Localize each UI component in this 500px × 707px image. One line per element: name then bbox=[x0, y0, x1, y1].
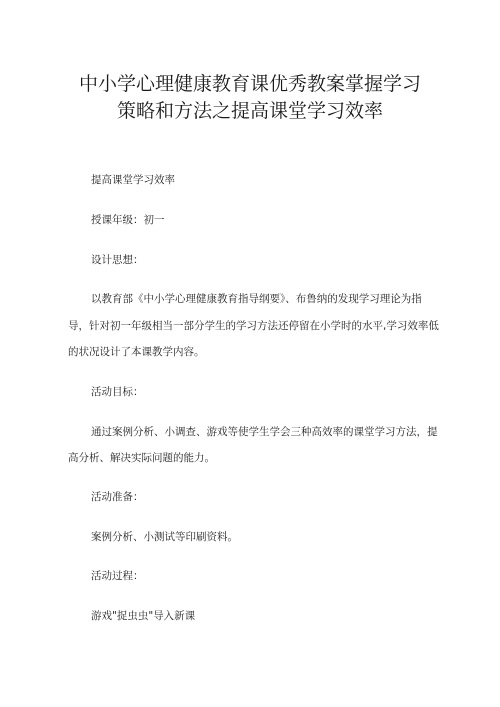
goal-heading: 活动目标： bbox=[91, 386, 144, 398]
design-heading: 设计思想： bbox=[91, 254, 144, 266]
document-title-line-1: 中小学心理健康教育课优秀教案掌握学习 bbox=[78, 73, 421, 95]
prep-text: 案例分析、小测试等印刷资料。 bbox=[91, 531, 238, 543]
prep-heading: 活动准备： bbox=[91, 491, 144, 503]
grade-line: 授课年级：初一 bbox=[91, 214, 165, 226]
goal-text-line-1: 通过案例分析、小调查、游戏等使学生学会三种高效率的课堂学习方法，提 bbox=[91, 426, 438, 438]
process-step-1: 游戏"捉虫虫"导入新课 bbox=[91, 610, 196, 622]
design-text-line-1: 以教育部《中小学心理健康教育指导纲要》、布鲁纳的发现学习理论为指 bbox=[91, 293, 422, 305]
process-heading: 活动过程： bbox=[91, 570, 144, 582]
lesson-topic: 提高课堂学习效率 bbox=[91, 174, 175, 186]
goal-text-line-2: 高分析、解决实际问题的能力。 bbox=[68, 452, 215, 464]
document-title-line-2: 策略和方法之提高课堂学习效率 bbox=[116, 100, 383, 122]
design-text-line-2: 导，针对初一年级相当一部分学生的学习方法还停留在小学时的水平,学习效率低 bbox=[68, 320, 439, 332]
design-text-line-3: 的状况设计了本课教学内容。 bbox=[68, 346, 205, 358]
